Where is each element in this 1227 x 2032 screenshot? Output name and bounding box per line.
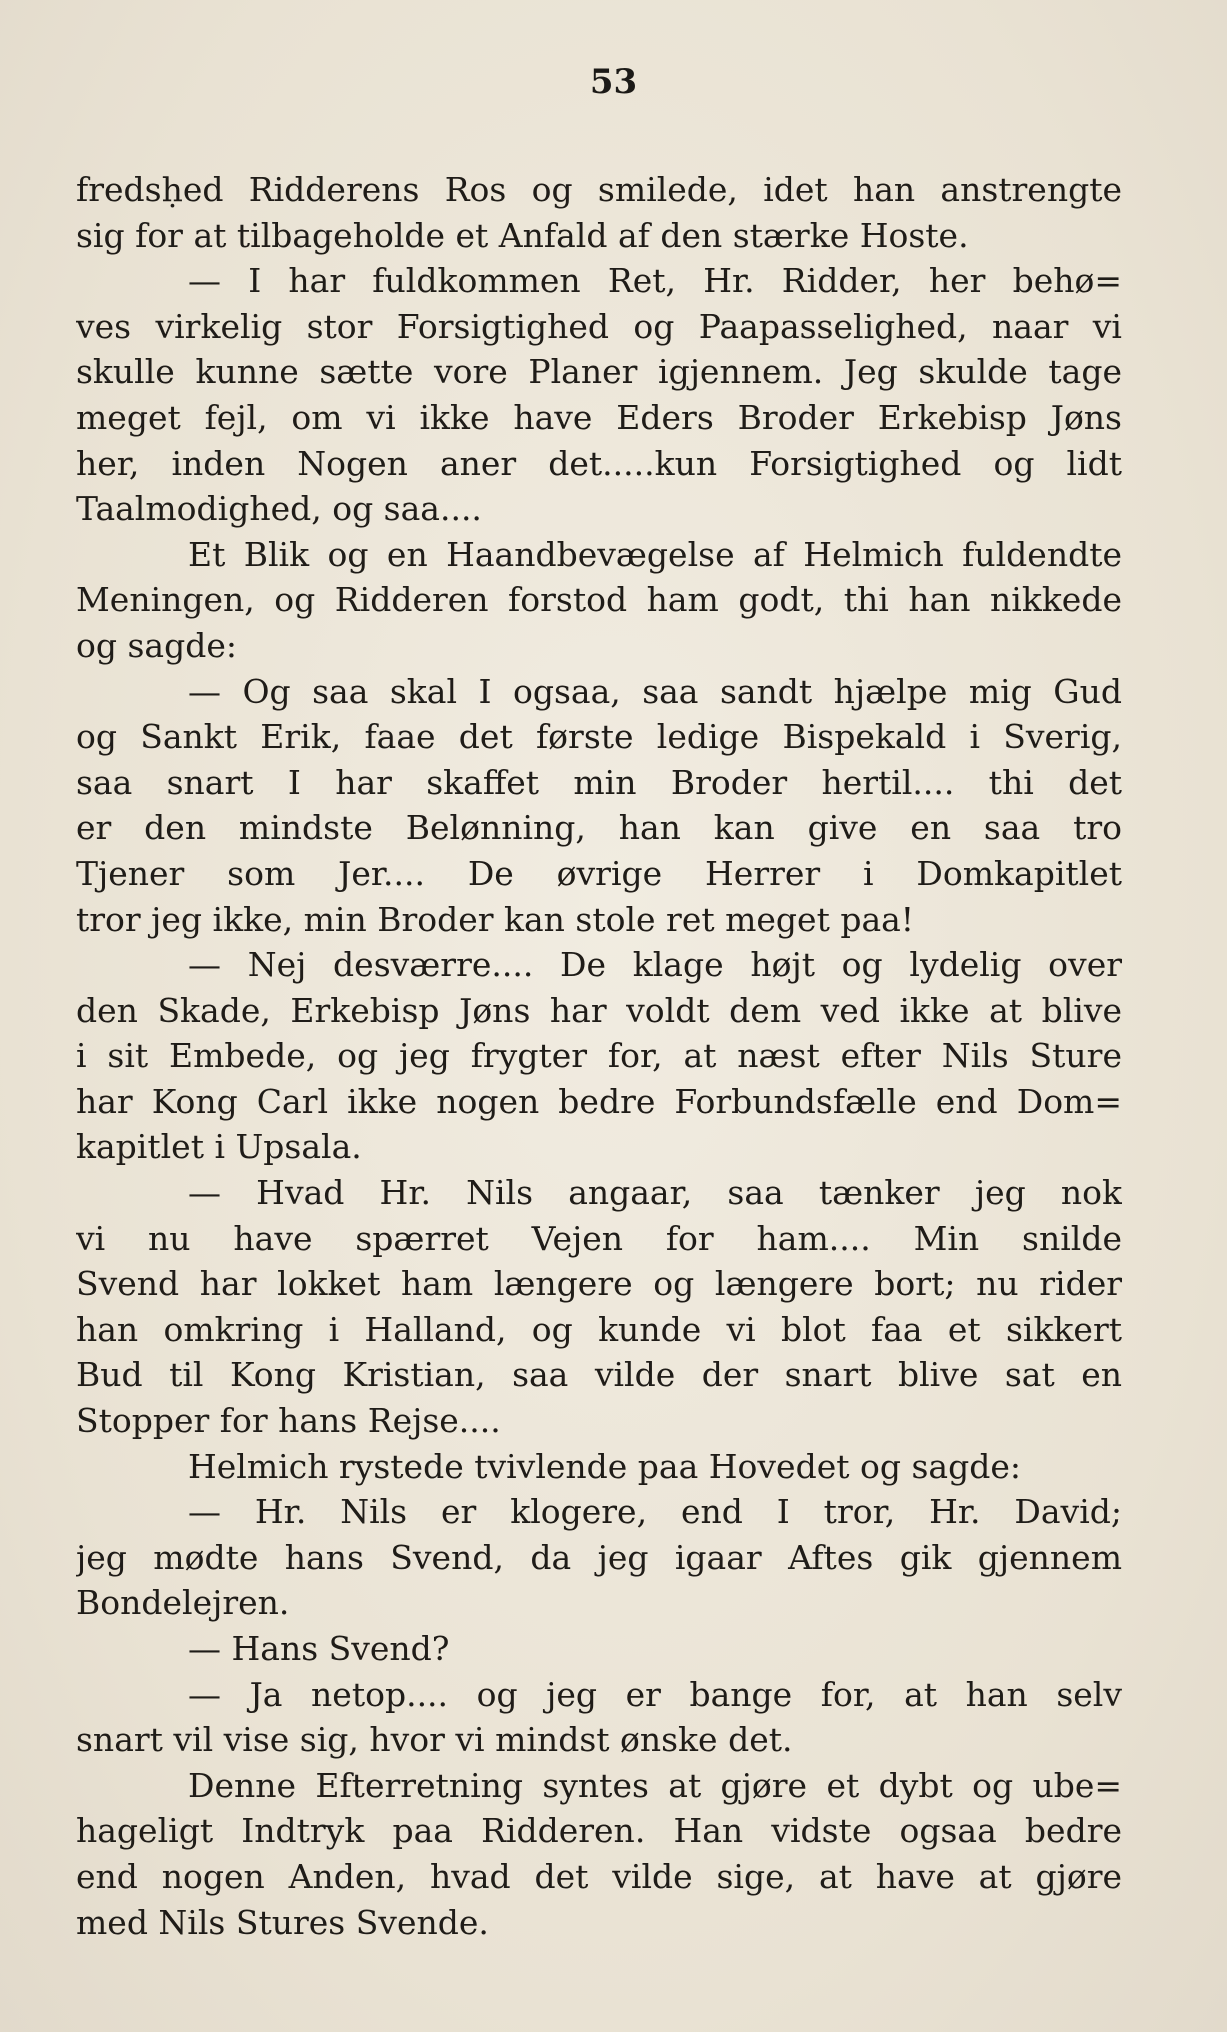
text-line: Denne Efterretning syntes at gjøre et dybt og ube= xyxy=(188,1765,1122,1805)
text-line: og sagde: xyxy=(76,625,237,665)
text-line: end nogen Anden, hvad det vilde sige, at have at gjøre xyxy=(76,1856,1122,1896)
text-line: kapitlet i Upsala. xyxy=(76,1127,362,1167)
text-line: skulle kunne sætte vore Planer igjennem. Jeg skulde tage xyxy=(76,352,1122,392)
text-line: med Nils Stures Svende. xyxy=(76,1902,489,1942)
text-line: ves virkelig stor Forsigtighed og Paapasselighed, naar vi xyxy=(76,306,1122,346)
text-line: hageligt Indtryk paa Ridderen. Han vidste ogsaa bedre xyxy=(76,1811,1122,1851)
text-line: — Hvad Hr. Nils angaar, saa tænker jeg nok xyxy=(188,1173,1122,1213)
text-line: — Ja netop.... og jeg er bange for, at han selv xyxy=(188,1674,1122,1714)
text-line: Tjener som Jer.... De øvrige Herrer i Domkapitlet xyxy=(76,853,1122,893)
text-line: Bud til Kong Kristian, saa vilde der snart blive sat en xyxy=(76,1355,1122,1395)
text-line: den Skade, Erkebisp Jøns har voldt dem ved ikke at blive xyxy=(76,990,1122,1030)
text-line: — Nej desværre.... De klage højt og lydelig over xyxy=(188,945,1122,985)
text-line: — Hr. Nils er klogere, end I tror, Hr. David; xyxy=(188,1492,1122,1532)
text-line: Et Blik og en Haandbevægelse af Helmich fuldendte xyxy=(188,534,1122,574)
text-line: saa snart I har skaffet min Broder hertil.... thi det xyxy=(76,762,1122,802)
page-text xyxy=(76,167,1122,1945)
page-number: 53 xyxy=(589,62,638,102)
text-line: — Hans Svend? xyxy=(188,1629,450,1668)
text-line: og Sankt Erik, faae det første ledige Bispekald i Sverig, xyxy=(76,717,1122,757)
text-line: Meningen, og Ridderen forstod ham godt, thi han nikkede xyxy=(76,580,1122,620)
text-line: i sit Embede, og jeg frygter for, at næst efter Nils Sture xyxy=(76,1036,1122,1076)
text-line: tror jeg ikke, min Broder kan stole ret meget paa! xyxy=(76,899,915,939)
text-line: Stopper for hans Rejse.... xyxy=(76,1401,501,1441)
text-line: jeg mødte hans Svend, da jeg igaar Aftes gik gjennem xyxy=(76,1537,1122,1577)
text-line: Bondelejren. xyxy=(76,1583,290,1623)
text-line: Helmich rystede tvivlende paa Hovedet og sagde: xyxy=(188,1446,1021,1486)
text-line: fredsḥed Ridderens Ros og smilede, idet han anstrengte xyxy=(76,170,1122,209)
text-line: er den mindste Belønning, han kan give en saa tro xyxy=(76,808,1122,848)
text-line: meget fejl, om vi ikke have Eders Broder Erkebisp Jøns xyxy=(76,397,1122,437)
text-line: har Kong Carl ikke nogen bedre Forbundsfælle end Dom= xyxy=(76,1081,1122,1121)
text-line: sig for at tilbageholde et Anfald af den stærke Hoste. xyxy=(76,215,969,255)
text-line: han omkring i Halland, og kunde vi blot faa et sikkert xyxy=(76,1309,1122,1349)
text-line: — Og saa skal I ogsaa, saa sandt hjælpe mig Gud xyxy=(188,671,1122,711)
text-line: — I har fuldkommen Ret, Hr. Ridder, her behø= xyxy=(188,261,1122,301)
text-line: snart vil vise sig, hvor vi mindst ønske det. xyxy=(76,1720,793,1760)
text-line: Taalmodighed, og saa.... xyxy=(76,489,482,529)
text-line: her, inden Nogen aner det.....kun Forsigtighed og lidt xyxy=(76,443,1122,483)
text-line: Svend har lokket ham længere og længere bort; nu rider xyxy=(76,1264,1122,1304)
text-line: vi nu have spærret Vejen for ham.... Min snilde xyxy=(76,1218,1122,1258)
